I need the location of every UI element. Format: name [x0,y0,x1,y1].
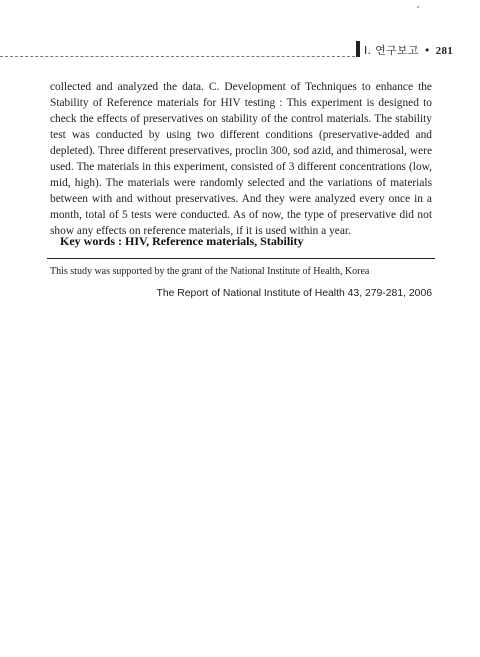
header-rule [0,56,355,57]
header-separator: • [423,44,431,57]
keywords-line: Key words : HIV, Reference materials, Stability [60,234,304,248]
header-text [364,42,453,58]
journal-citation: The Report of National Institute of Health 43, 279-281, 2006 [156,288,432,299]
abstract-paragraph: collected and analyzed the data. C. Development of Techniques to enhance the Stability of Reference materials for HIV testing : This experiment is designed to check the effects of preservatives on stability of the control materials. The stability test was conducted by using two different conditions (preservative-added and depleted). Three different preservatives, proclin 300, sod azid, and thimerosal, were used. The materials in this experiment, consisted of 3 different concentrations (low, mid, high). The materials were randomly selected and the variations of materials between with and without preservatives. And they were analyzed every once in a month, total of 5 tests were conducted. As of now, the type of preservative did not show any effects on reference materials, if it is used within a year. [50,81,432,237]
header-section: Ⅰ. 연구보고 [364,44,419,57]
page-number: 281 [435,45,454,57]
header-marker-bar [356,41,360,57]
scan-speck [417,6,419,8]
footnote-rule [47,258,435,259]
funding-footnote: This study was supported by the grant of the National Institute of Health, Korea [50,266,370,277]
